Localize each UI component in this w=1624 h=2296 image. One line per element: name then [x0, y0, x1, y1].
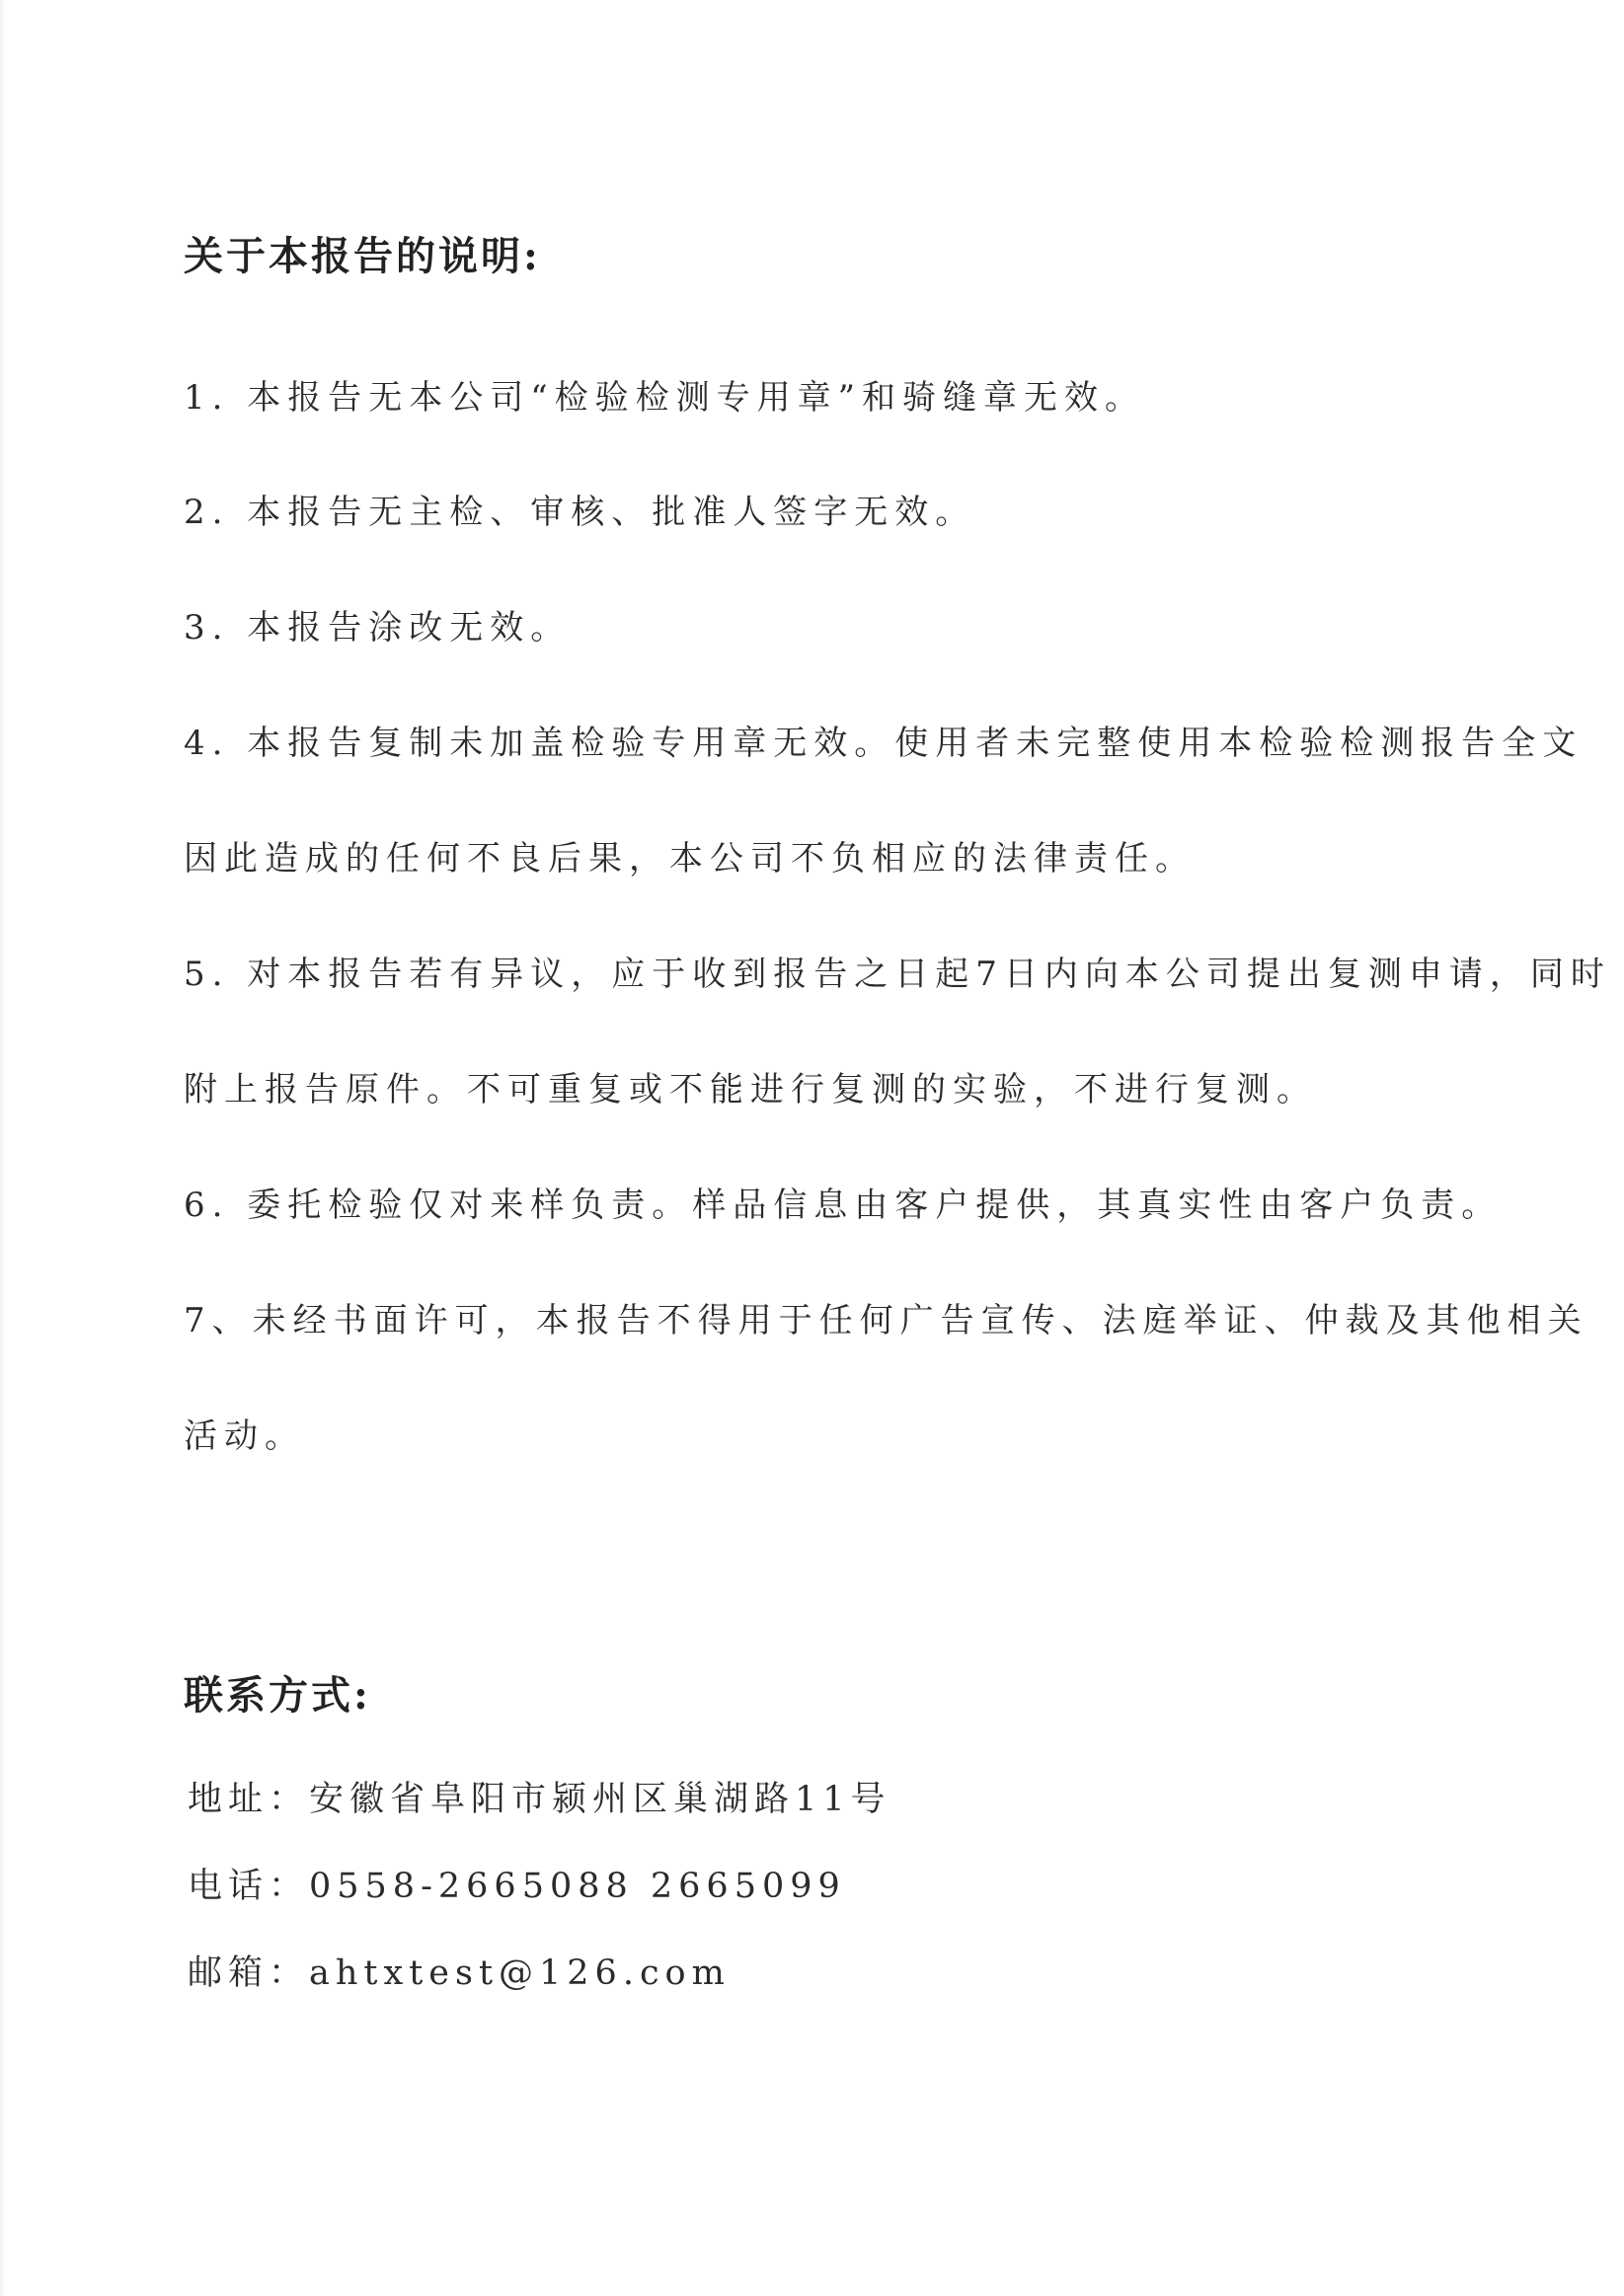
- note-item-1: 1. 本报告无本公司“检验检测专用章”和骑缝章无效。: [184, 378, 1146, 418]
- note-item-2: 2. 本报告无主检、审核、批准人签字无效。: [184, 493, 976, 532]
- note-item-4-line-2: 因此造成的任何不良后果，本公司不负相应的法律责任。: [184, 839, 1196, 879]
- note-item-4-line-1: 4. 本报告复制未加盖检验专用章无效。使用者未完整使用本检验检测报告全文: [184, 724, 1584, 763]
- note-item-7-line-1: 7、未经书面许可，本报告不得用于任何广告宣传、法庭举证、仲裁及其他相关: [184, 1301, 1588, 1340]
- note-item-7-line-2: 活动。: [184, 1416, 305, 1456]
- scan-edge-shadow: [0, 0, 6, 2296]
- note-item-3: 3. 本报告涂改无效。: [184, 608, 572, 648]
- contact-heading: 联系方式:: [184, 1672, 371, 1719]
- contact-address: 地址：安徽省阜阳市颍州区巢湖路11号: [188, 1780, 891, 1819]
- note-item-6: 6. 委托检验仅对来样负责。样品信息由客户提供，其真实性由客户负责。: [184, 1186, 1503, 1225]
- notes-heading: 关于本报告的说明:: [184, 233, 541, 279]
- contact-email: 邮箱：ahtxtest@126.com: [188, 1953, 731, 1993]
- note-item-5-line-1: 5. 对本报告若有异议，应于收到报告之日起7日内向本公司提出复测申请，同时: [184, 955, 1611, 994]
- note-item-5-line-2: 附上报告原件。不可重复或不能进行复测的实验，不进行复测。: [184, 1070, 1317, 1110]
- contact-phone: 电话：0558-2665088 2665099: [188, 1867, 846, 1906]
